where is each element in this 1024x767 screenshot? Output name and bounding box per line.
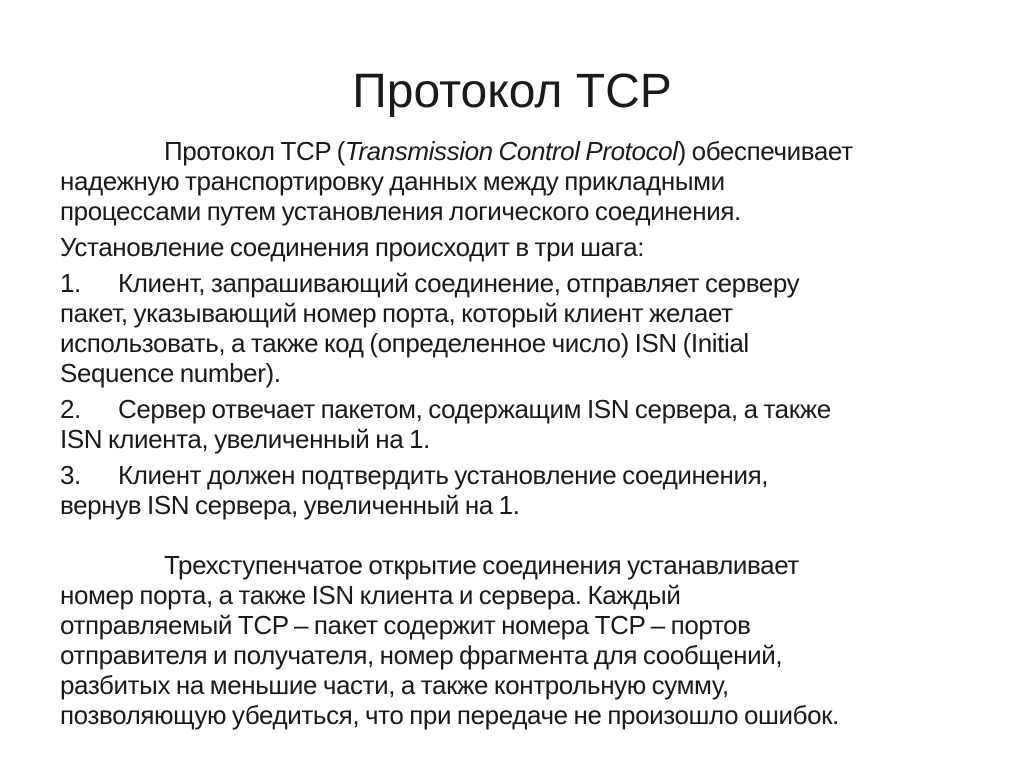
closing-line-5: разбитых на меньшие части, а также контрольную сумму, [60,670,729,700]
step-1-line-1 [60,268,980,298]
step-number: 2. [60,394,81,424]
step-1 [60,268,980,388]
intro-paragraph [60,136,980,226]
step-1-line-2: пакет, указывающий номер порта, который клиент желает [60,298,733,328]
step-number: 1. [60,268,81,298]
intro-line-1 [60,136,980,166]
steps-intro: Установление соединения происходит в три шага: [60,232,645,262]
step-text: Клиент, запрашивающий соединение, отправляет серверу [118,268,800,298]
paragraph-spacer [60,526,980,550]
closing-line-2: номер порта, а также ISN клиента и сервера. Каждый [60,580,681,610]
intro-italic: Transmission Control Protocol [344,136,678,166]
closing-text: Трехступенчатое открытие соединения устанавливает [164,550,799,580]
step-number: 3. [60,460,81,490]
step-2 [60,394,980,454]
step-3-line-2: вернув ISN сервера, увеличенный на 1. [60,490,520,520]
intro-line-3: процессами путем установления логического соединения. [60,196,741,226]
slide-body [60,136,980,736]
closing-line-4: отправителя и получателя, номер фрагмента для сообщений, [60,640,783,670]
slide-title: Протокол TCP [352,65,672,118]
step-text: Сервер отвечает пакетом, содержащим ISN сервера, а также [118,394,831,424]
closing-line-3: отправляемый TCP – пакет содержит номера TCP – портов [60,610,751,640]
intro-before: Протокол TCP ( [164,136,345,166]
step-1-line-4: Sequence number). [60,358,281,388]
step-2-line-2: ISN клиента, увеличенный на 1. [60,424,430,454]
closing-line-6: позволяющую убедиться, что при передаче не произошло ошибок. [60,700,839,730]
step-3 [60,460,980,520]
closing-paragraph [60,550,980,730]
intro-after: ) обеспечивает [677,136,853,166]
step-2-line-1 [60,394,980,424]
step-3-line-1 [60,460,980,490]
closing-line-1 [60,550,980,580]
step-text: Клиент должен подтвердить установление соединения, [118,460,769,490]
step-1-line-3: использовать, а также код (определенное число) ISN (Initial [60,328,749,358]
intro-line-2: надежную транспортировку данных между прикладными [60,166,725,196]
